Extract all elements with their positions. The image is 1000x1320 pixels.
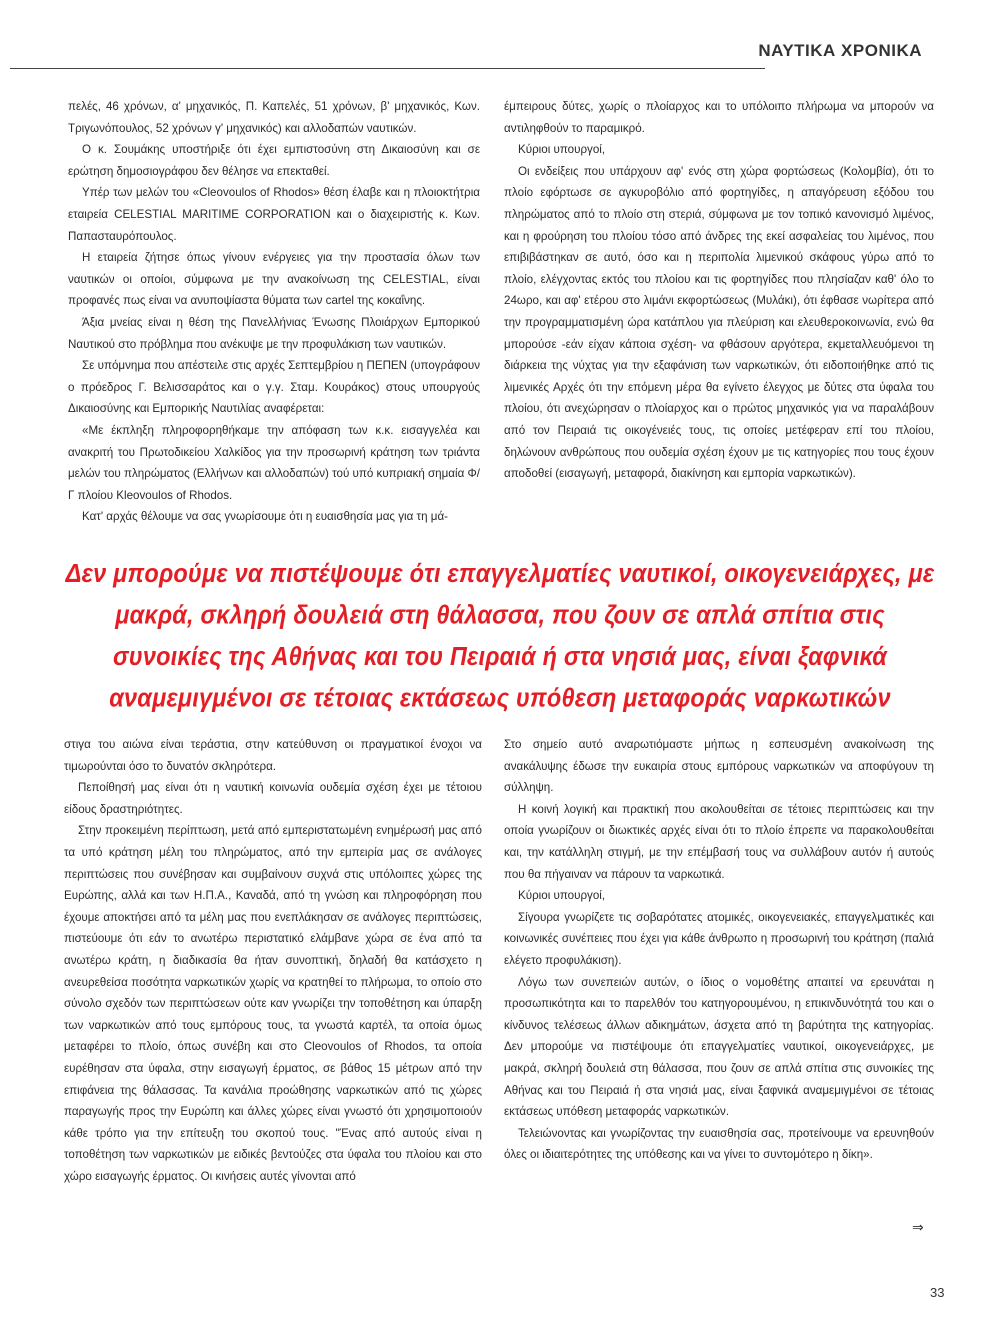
paragraph: Πεποίθησή μας είναι ότι η ναυτική κοινωνία ουδεμία σχέση έχει με τέτοιου είδους δραστηριότητες. [64,781,482,816]
paragraph: Κύριοι υπουργοί, [518,143,606,157]
paragraph: Τελειώνοντας και γνωρίζοντας την ευαισθησία σας, προτείνουμε να ερευνηθούν όλες οι ιδιαιτερότητες της υπόθεσης και να γίνει το συντομότερο η δίκη». [504,1126,934,1162]
paragraph: Η κοινή λογική και πρακτική που ακολουθείται σε τέτοιες περιπτώσεις και την οποία γνωρίζουν οι διωκτικές αρχές είναι ότι το πλοίο έπρεπε να παρακολουθείται και, την κατάλληλη στιγμή, με την επέμβασή τους να συλλάβουν αυτόν ή αυτούς που θα πήγαιναν να πάρουν τα ναρκωτικά. [504,802,934,881]
column-bottom-right [504,734,934,1166]
paragraph: Κύριοι υπουργοί, [518,889,606,903]
continued-arrow-icon: ⇒ [912,1219,924,1235]
paragraph: έμπειρους δύτες, χωρίς ο πλοίαρχος και το υπόλοιπο πλήρωμα να μπορούν να αντιληφθούν το παραμικρό. [504,100,934,135]
paragraph: Οι ενδείξεις που υπάρχουν αφ' ενός στη χώρα φορτώσεως (Κολομβία), ότι το πλοίο εφόρτωσε σε αγκυροβόλιο από φορτηγίδες, η απαγόρευση εξόδου του πληρώματος από το πλοίο στη στεριά, σύμφωνα με τον τοπικό κανονισμό λιμένος, και η φρούρηση του πλοίου τόσο από άνδρες της εκεί ασφαλείας του λιμένος, που επιβιβάστηκαν σε αυτό, όσο και η περιπολία λιμενικού σκάφους γύρω από το πλοίο, ελέγχοντας εκτός του πλοίου και τις φορτηγίδες που πλησίαζαν καθ' όλο το 24ωρο, και αφ' ετέρου στο λιμάνι εκφορτώσεως (Μυλάκι), ότι έφθασε νωρίτερα από την προγραμματισμένη ώρα κατάπλου για πλεύριση και ελευθεροκοινωνία, ενώ θα μπορούσε -εάν είχαν κάποια σχέση- να φθάσουν αργότερα, εκμεταλλευόμενοι τη διάρκεια της νύχτας για την εξαφάνιση των ναρκωτικών, ότι ειδοποιήθηκε από τις λιμενικές Αρχές ότι την επόμενη μέρα θα εγίνετο έλεγχος με δύτες στα ύφαλα του πλοίου, ότι ανεχώρησαν ο πλοίαρχος και ο πρώτος μηχανικός για να παραλάβουν από τον Πειραιά τις οικογένειές τους, τις οποίες μετέφεραν επί του πλοίου, δηλώνουν ανθρώπους που ουδεμία σχέση έχουν με τις κατηγορίες που τους έχουν αποδοθεί (εισαγωγή, μεταφορά, διακίνηση και εμπορία ναρκωτικών). [504,164,934,481]
paragraph: Σε υπόμνημα που απέστειλε στις αρχές Σεπτεμβρίου η ΠΕΠΕΝ (υπογράφουν ο πρόεδρος Γ. Βελισσαράτος και ο γ.γ. Σταμ. Κουράκος) στους υπουργούς Δικαιοσύνης και Εμπορικής Ναυτιλίας αναφέρεται: [68,359,480,416]
paragraph: Άξια μνείας είναι η θέση της Πανελλήνιας Ένωσης Πλοιάρχων Εμπορικού Ναυτικού στο πρόβλημα που ανέκυψε με την προφυλάκιση των ναυτικών. [68,315,480,351]
paragraph: πελές, 46 χρόνων, α' μηχανικός, Π. Καπελές, 51 χρόνων, β' μηχανικός, Κων. Τριγωνόπουλος, 52 χρόνων γ' μηχανικός) και αλλοδαπών ναυτικών. [68,100,480,135]
paragraph: Λόγω των συνεπειών αυτών, ο ίδιος ο νομοθέτης απαιτεί να ερευνάται η προσωπικότητα και το παρελθόν του κατηγορουμένου, η επικινδυνότητά του και ο κίνδυνος τελέσεως άλλων αδικημάτων, άσχετα από τη βαρύτητα της κατηγορίας. Δεν μπορούμε να πιστέψουμε ότι επαγγελματίες ναυτικοί, οικογενειάρχες, με μακρά, σκληρή δουλειά στη θάλασσα, που ζουν σε απλά σπίτια στις συνοικίες της Αθήνας και του Πειραιά ή στα νησιά μας, είναι ξαφνικά αναμεμιγμένοι σε τέτοιας εκτάσεως υπόθεση μεταφοράς ναρκωτικών. [504,975,934,1119]
column-top-left [68,96,480,528]
paragraph: Σίγουρα γνωρίζετε τις σοβαρότατες ατομικές, οικογενειακές, επαγγελματικές και κοινωνικές συνέπειες που έχει για κάθε άνθρωπο η προσωρινή του κράτηση (παλιά ελέγετο προφυλάκιση). [504,910,934,967]
pull-quote: Δεν μπορούμε να πιστέψουμε ότι επαγγελματίες ναυτικοί, οικογενειάρχες, με μακρά, σκληρή δουλειά στη θάλασσα, που ζουν σε απλά σπίτια στις συνοικίες της Αθήνας και του Πειραιά ή στα νησιά μας, είναι ξαφνικά αναμεμιγμένοι σε τέτοιας εκτάσεως υπόθεση μεταφοράς ναρκωτικών [65,558,935,713]
paragraph: Κατ' αρχάς θέλουμε να σας γνωρίσουμε ότι η ευαισθησία μας για τη μά- [82,510,449,524]
paragraph: Στο σημείο αυτό αναρωτιόμαστε μήπως η εσπευσμένη ανακοίνωση της ανακάλυψης έδωσε την ευκαιρία στους εμπόρους ναρκωτικών να αποφύγουν τη σύλληψη. [504,738,934,795]
column-bottom-left [64,734,482,1187]
header-rule [10,68,765,69]
paragraph: στιγα του αιώνα είναι τεράστια, στην κατεύθυνση οι πραγματικοί ένοχοι να τιμωρούνται όσο το δυνατόν σκληρότερα. [64,738,482,773]
section-title: ΝΑΥΤΙΚΑ ΧΡΟΝΙΚΑ [758,41,922,60]
paragraph: Στην προκειμένη περίπτωση, μετά από εμπεριστατωμένη ενημέρωσή μας από τα υπό κράτηση μέλη του πληρώματος, από την εμπειρία μας σε ανάλογες περιπτώσεις που συνέβησαν και συμβαίνουν συχνά στις υπόλοιπες χώρες της Ευρώπης, αλλά και των Η.Π.Α., Καναδά, από τη γνώση και πληροφόρηση που έχουμε αποκτήσει από τα μέλη μας που ενεπλάκησαν σε ανάλογες περιπτώσεις, πιστεύουμε ότι εάν το ανωτέρω περιστατικό ελάμβανε χώρα σε ένα από τα ανωτέρω κράτη, η διαδικασία θα ήταν συνοπτική, δηλαδή θα κατάσχετο η ανευρεθείσα ποσότητα ναρκωτικών χωρίς να κρατηθεί το πλήρωμα, το οποίο στο σύνολο σχεδόν των περιπτώσεων ούτε καν γνωρίζει την τοποθέτηση και ύπαρξη των ναρκωτικών από τους εμπόρους τους, τα γνωστά καρτέλ, τα οποία όμως μεταφέρει το πλοίο, όπως συνέβη και στο Cleovoulos of Rhodos, τα οποία ευρέθησαν στα ύφαλα, στην εισαγωγή έρματος, σε βάθος 15 μέτρων από την επιφάνεια της θάλασσας. Τα κανάλια προώθησης ναρκωτικών από τις χώρες παραγωγής προς την Ευρώπη και άλλες χώρες είναι γνωστό ότι χρησιμοποιούν κάθε τρόπο για την επίτευξη του σκοπού τους. "Ένας από αυτούς είναι η τοποθέτηση των ναρκωτικών με ειδικές βεντούζες στα ύφαλα του πλοίου και στο χώρο εισαγωγής έρματος. Οι κινήσεις αυτές γίνονται από [64,824,482,1183]
paragraph: «Με έκπληξη πληροφορηθήκαμε την απόφαση των κ.κ. εισαγγελέα και ανακριτή του Πρωτοδικείου Χαλκίδος για την προσωρινή κράτηση των τριάντα μελών του πληρώματος (Ελλήνων και αλλοδαπών) τού υπό κυπριακή σημαία Φ/Γ πλοίου Kleovoulos of Rhodos. [68,423,480,502]
paragraph: Ο κ. Σουμάκης υποστήριξε ότι έχει εμπιστοσύνη στη Δικαιοσύνη και σε ερώτηση δημοσιογράφου δεν θέλησε να επεκταθεί. [68,143,480,178]
column-top-right [504,96,934,485]
paragraph: Η εταιρεία ζήτησε όπως γίνουν ενέργειες για την προστασία όλων των ναυτικών οι οποίοι, σύμφωνα με την ανακοίνωση της CELESTIAL, είναι προφανές πως είναι να ανυποψίαστα θύματα των cartel της κοκαΐνης. [68,251,480,308]
page-number: 33 [930,1285,945,1300]
paragraph: Υπέρ των μελών του «Cleovoulos of Rhodos» θέση έλαβε και η πλοιοκτήτρια εταιρεία CELESTIAL MARITIME CORPORATION και ο διαχειριστής κ. Κων. Παπασταυρόπουλος. [68,186,480,243]
